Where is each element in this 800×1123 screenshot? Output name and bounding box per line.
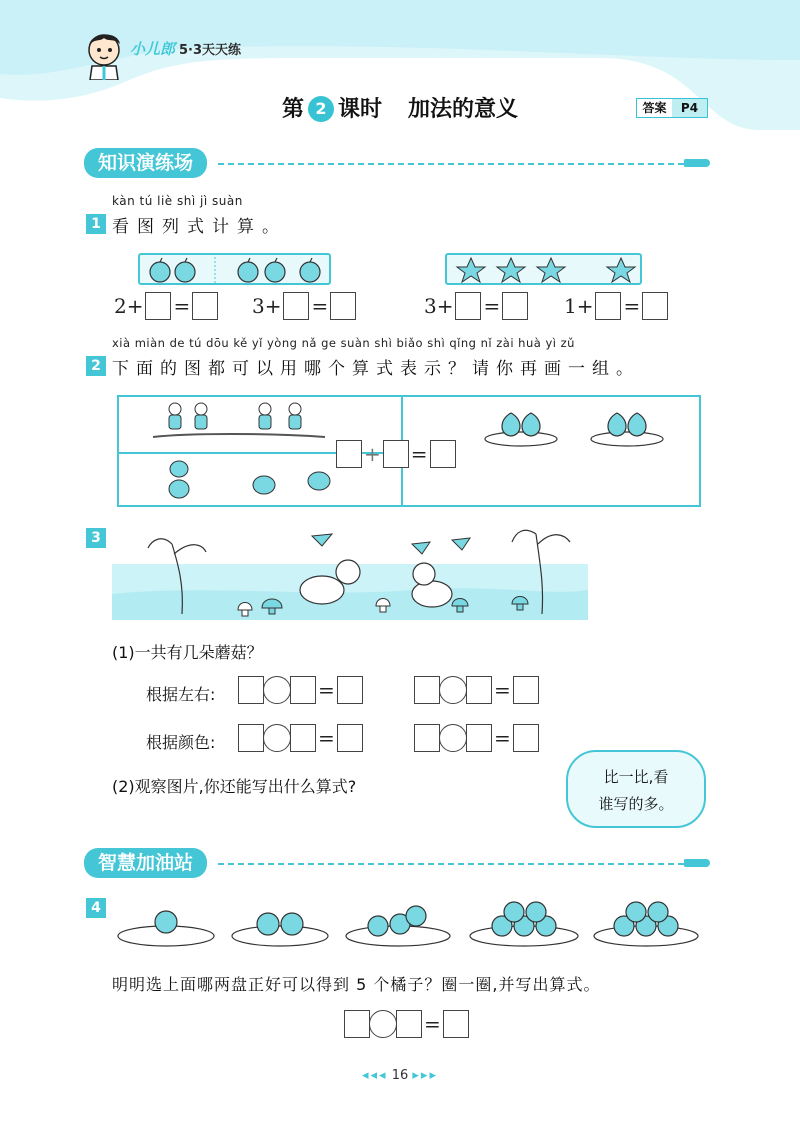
mascot-boy-icon bbox=[82, 26, 128, 80]
q2-equation: + = bbox=[336, 440, 456, 468]
answer-box[interactable] bbox=[502, 292, 528, 320]
by-color-label: 根据颜色: bbox=[146, 733, 216, 752]
q1-pinyin: kàn tú liè shì jì suàn bbox=[112, 194, 243, 208]
answer-box[interactable] bbox=[443, 1010, 469, 1038]
operator-circle[interactable] bbox=[439, 724, 467, 752]
hint-line-2: 谁写的多。 bbox=[598, 795, 674, 813]
chick-icon bbox=[159, 455, 359, 505]
answer-box[interactable] bbox=[337, 676, 363, 704]
star-icon bbox=[447, 255, 641, 285]
pencil-icon bbox=[684, 159, 710, 167]
answer-reference[interactable] bbox=[636, 98, 708, 118]
stars-frame bbox=[445, 253, 642, 285]
answer-box[interactable] bbox=[330, 292, 356, 320]
peach-plate-icon bbox=[481, 405, 681, 449]
answer-box[interactable] bbox=[238, 676, 264, 704]
answer-label: 答案 bbox=[642, 101, 667, 115]
answer-box[interactable] bbox=[513, 676, 539, 704]
operator-circle[interactable] bbox=[369, 1010, 397, 1038]
answer-box[interactable] bbox=[337, 724, 363, 752]
q3-color-equation-2: = bbox=[414, 724, 539, 752]
answer-box[interactable] bbox=[513, 724, 539, 752]
page-footer bbox=[0, 1068, 800, 1083]
hint-bubble bbox=[566, 750, 706, 828]
answer-box[interactable] bbox=[238, 724, 264, 752]
answer-box[interactable] bbox=[290, 724, 316, 752]
answer-box[interactable] bbox=[145, 292, 171, 320]
answer-box[interactable] bbox=[383, 440, 409, 468]
answer-page: P4 bbox=[672, 99, 707, 117]
arrows-left-icon: ◂◂◂ bbox=[362, 1068, 388, 1083]
answer-box[interactable] bbox=[336, 440, 362, 468]
pencil-icon bbox=[684, 859, 710, 867]
apples-frame bbox=[138, 253, 331, 285]
garden-scene-image bbox=[112, 524, 588, 620]
orange-plates-image bbox=[116, 898, 700, 952]
q1-equation-1: 2+ = bbox=[112, 292, 218, 320]
brand-title bbox=[130, 38, 241, 59]
q3-color-equation-1: = bbox=[238, 724, 363, 752]
q3-position-equation-1: = bbox=[238, 676, 363, 704]
q2-pinyin: xià miàn de tú dōu kě yǐ yòng nǎ ge suàn shì biǎo shì qǐng nǐ zài huà yì zǔ bbox=[112, 336, 575, 350]
section-divider bbox=[218, 163, 684, 165]
lesson-prefix: 第 bbox=[281, 97, 304, 122]
q4-text: 明明选上面哪两盘正好可以得到 5 个橘子？圈一圈,并写出算式。 bbox=[112, 975, 601, 994]
answer-box[interactable] bbox=[466, 724, 492, 752]
answer-box[interactable] bbox=[414, 676, 440, 704]
answer-box[interactable] bbox=[344, 1010, 370, 1038]
q1-equation-2: 3+ = bbox=[250, 292, 356, 320]
q3-number: 3 bbox=[86, 528, 106, 548]
q3-position-equation-2: = bbox=[414, 676, 539, 704]
q4-equation: = bbox=[344, 1010, 469, 1038]
operator-circle[interactable] bbox=[439, 676, 467, 704]
lesson-number-badge: 2 bbox=[308, 96, 334, 122]
apple-icon bbox=[140, 255, 330, 285]
section-wisdom: 智慧加油站 bbox=[84, 848, 207, 878]
q4-number: 4 bbox=[86, 898, 106, 918]
arrows-right-icon: ▸▸▸ bbox=[412, 1068, 438, 1083]
q1-text: 看图列式计算。 bbox=[112, 217, 287, 237]
section-divider bbox=[218, 863, 684, 865]
by-position-label: 根据左右: bbox=[146, 685, 216, 704]
section-practice: 知识演练场 bbox=[84, 148, 207, 178]
q2-number: 2 bbox=[86, 356, 106, 376]
answer-box[interactable] bbox=[290, 676, 316, 704]
hint-line-1: 比一比,看 bbox=[603, 768, 669, 786]
page-number: 16 bbox=[391, 1068, 409, 1083]
lesson-title: 加法的意义 bbox=[408, 97, 519, 122]
answer-box[interactable] bbox=[642, 292, 668, 320]
answer-box[interactable] bbox=[466, 676, 492, 704]
answer-box[interactable] bbox=[455, 292, 481, 320]
answer-box[interactable] bbox=[595, 292, 621, 320]
brand-series: 5·3天天练 bbox=[179, 43, 242, 58]
q1-equation-4: 1+ = bbox=[562, 292, 668, 320]
q3-part2: (2)观察图片,你还能写出什么算式? bbox=[112, 777, 357, 796]
operator-circle[interactable] bbox=[263, 724, 291, 752]
answer-box[interactable] bbox=[192, 292, 218, 320]
operator-circle[interactable] bbox=[263, 676, 291, 704]
q2-text: 下面的图都可以用哪个算式表示？请你再画一组。 bbox=[112, 359, 640, 379]
brand-name: 小儿郎 bbox=[130, 40, 176, 58]
answer-box[interactable] bbox=[396, 1010, 422, 1038]
lesson-suffix: 课时 bbox=[337, 97, 382, 122]
tug-of-war-icon bbox=[149, 399, 329, 451]
answer-box[interactable] bbox=[430, 440, 456, 468]
q1-equation-3: 3+ = bbox=[422, 292, 528, 320]
q1-number: 1 bbox=[86, 214, 106, 234]
q3-part1: (1)一共有几朵蘑菇？ bbox=[112, 643, 263, 662]
answer-box[interactable] bbox=[414, 724, 440, 752]
answer-box[interactable] bbox=[283, 292, 309, 320]
